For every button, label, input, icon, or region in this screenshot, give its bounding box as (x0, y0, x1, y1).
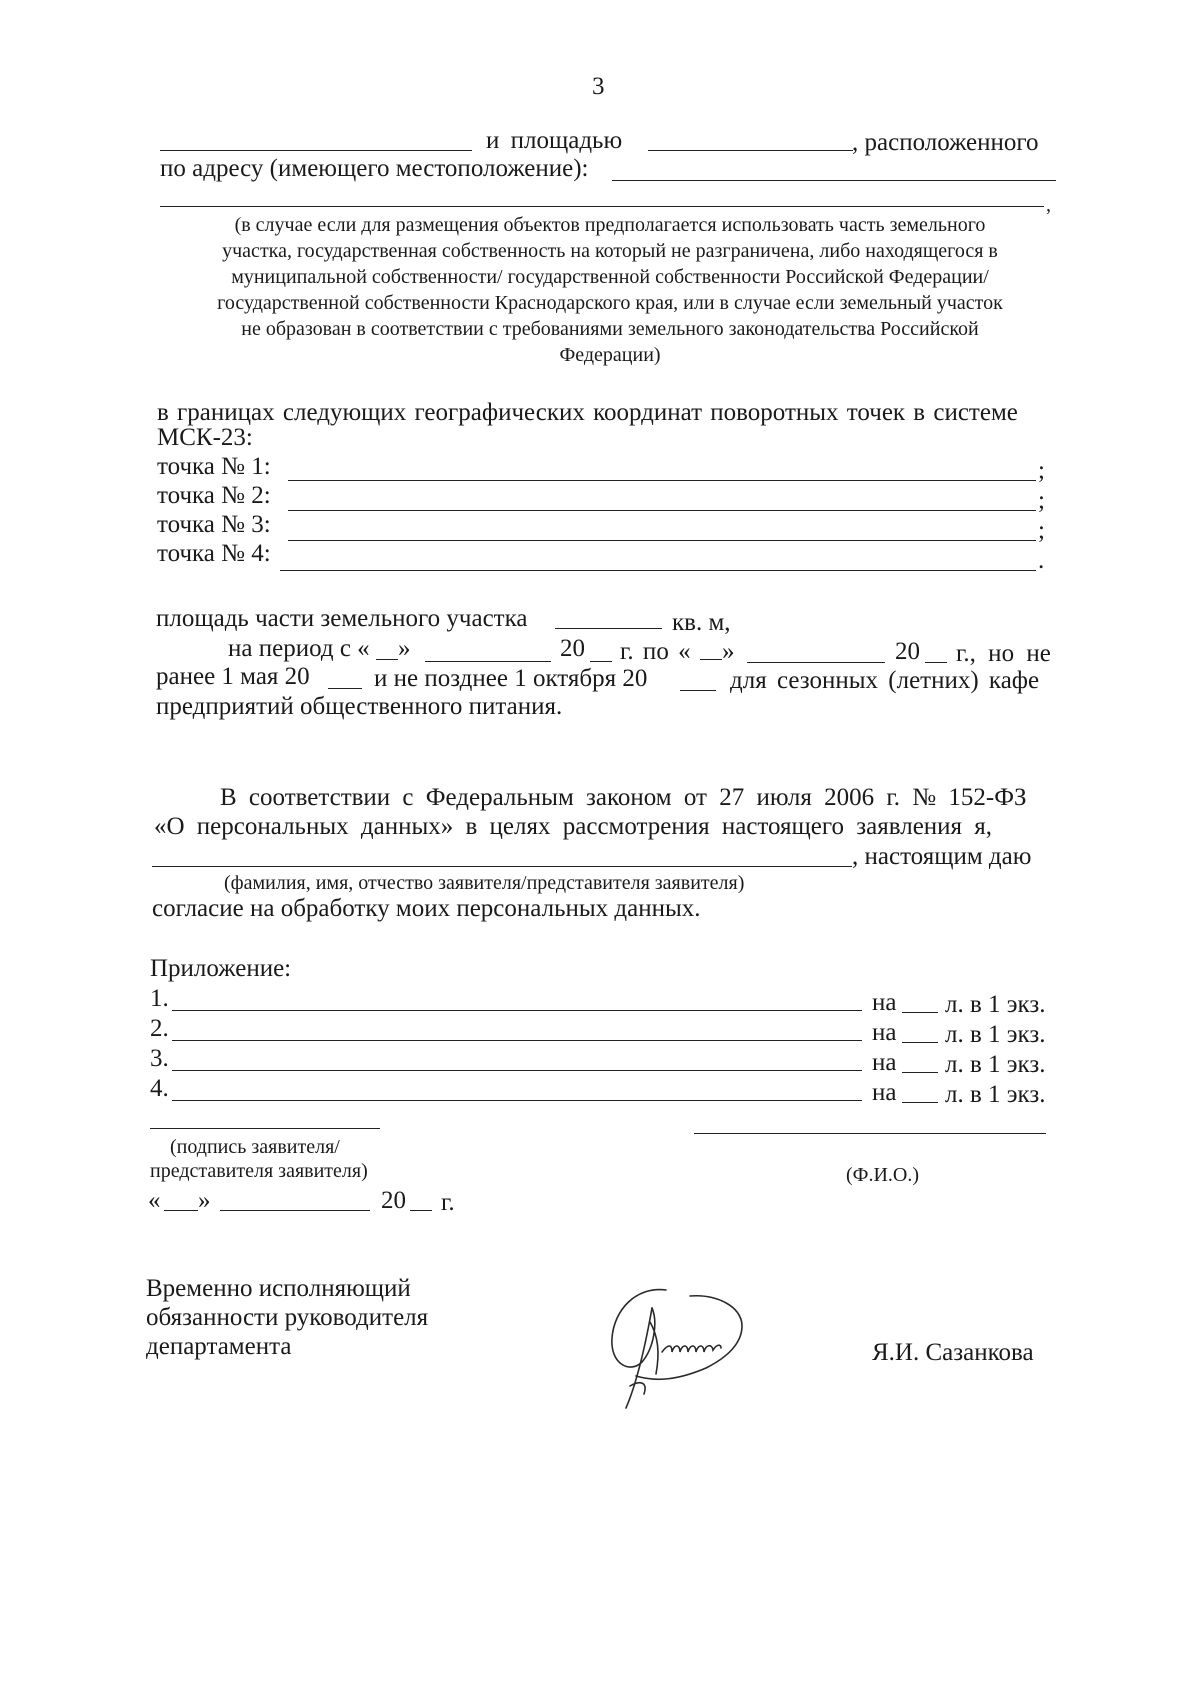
official-title-3: департамента (146, 1333, 292, 1360)
fio-blank (694, 1133, 1046, 1134)
day-blank (376, 659, 398, 660)
note-line: Федерации) (559, 344, 661, 366)
consent-text-2: «О персональных данных» в целях рассмотрения настоящего заявления я, (154, 813, 993, 840)
attachment-tail: л. в 1 экз. (945, 1081, 1046, 1108)
quote-close: » (722, 638, 735, 665)
point-label: точка № 1: (157, 453, 271, 480)
note-line: не образован в соответствии с требованиями земельного законодательства Российской (241, 318, 979, 340)
coords-text: в границах следующих географических координат поворотных точек в системе (157, 399, 1018, 426)
pages-blank (902, 1042, 938, 1043)
period-from: на период с « (228, 635, 370, 662)
signature-caption-2: представителя заявителя) (150, 1160, 368, 1182)
point-label: точка № 2: (157, 482, 271, 509)
year-blank (925, 662, 947, 663)
pages-blank (902, 1012, 938, 1013)
point-blank (288, 510, 1036, 511)
date-month-blank (220, 1210, 370, 1211)
date-year-prefix: 20 (381, 1187, 406, 1214)
year-blank (590, 661, 612, 662)
period-line3: предприятий общественного питания. (156, 693, 563, 720)
area-label: и площадью (486, 127, 623, 154)
note-line: муниципальной собственности/ государственной собственности Российской Федерации/ (231, 266, 989, 288)
location-label: , расположенного (852, 129, 1039, 156)
point-blank (280, 570, 1036, 571)
date-quote-close: » (198, 1187, 211, 1214)
period-line2-b: и не позднее 1 октября 20 (374, 665, 648, 692)
period-line2-a: ранее 1 мая 20 (156, 663, 310, 690)
attachments-title: Приложение: (150, 955, 292, 982)
attachment-na: на (872, 1079, 897, 1106)
part-area-blank (555, 628, 662, 629)
year-blank (680, 690, 716, 691)
attachment-na: на (872, 1049, 897, 1076)
date-year-blank (410, 1210, 432, 1211)
blank-line (160, 150, 472, 151)
year-prefix: 20 (560, 635, 585, 662)
consent-caption: (фамилия, имя, отчество заявителя/представителя заявителя) (224, 872, 745, 894)
comma: , (1046, 194, 1051, 216)
point-label: точка № 3: (157, 511, 271, 538)
attachment-tail: л. в 1 экз. (945, 991, 1046, 1018)
point-blank (288, 540, 1036, 541)
attachment-tail: л. в 1 экз. (945, 1021, 1046, 1048)
attachment-blank (172, 1070, 862, 1071)
month-blank (425, 661, 551, 662)
period-line2-c: для сезонных (летних) кафе (730, 667, 1040, 694)
period-to: г. по « (620, 638, 691, 665)
attachment-tail: л. в 1 экз. (945, 1051, 1046, 1078)
attachment-blank (172, 1040, 862, 1041)
note-line: участка, государственная собственность на который не разграничена, либо находящегося в (222, 240, 998, 262)
note (150, 212, 1070, 368)
attachment-na: на (872, 989, 897, 1016)
note-line: государственной собственности Краснодарского края, или в случае если земельный участок (217, 292, 1003, 314)
coords-text-2: МСК-23: (157, 424, 253, 451)
signature-blank (150, 1128, 380, 1129)
attachment-num: 2. (150, 1015, 169, 1042)
point-blank (288, 480, 1036, 481)
fio-caption: (Ф.И.О.) (846, 1164, 920, 1186)
address-label: по адресу (имеющего местоположение): (160, 155, 589, 182)
signature-image (596, 1282, 756, 1422)
official-title-2: обязанности руководителя (146, 1304, 429, 1331)
month-blank (747, 662, 885, 663)
address-blank (612, 180, 1056, 181)
year-prefix: 20 (895, 638, 920, 665)
attachment-num: 1. (150, 985, 169, 1012)
attachment-num: 4. (150, 1075, 169, 1102)
area-blank (648, 150, 853, 151)
signature-caption: (подпись заявителя/ (170, 1136, 340, 1158)
note-line: (в случае если для размещения объектов предполагается использовать часть земельного (234, 214, 986, 236)
consent-text-3: , настоящим даю (852, 843, 1032, 870)
period-tail: г., но не (956, 640, 1051, 667)
official-title: Временно исполняющий (146, 1275, 411, 1302)
day-blank (700, 659, 722, 660)
point-end: . (1038, 547, 1045, 574)
page-number: 3 (592, 73, 605, 100)
date-year-suffix: г. (441, 1189, 455, 1216)
quote-close: » (398, 635, 411, 662)
part-area-unit: кв. м, (672, 609, 731, 636)
point-label: точка № 4: (157, 540, 271, 567)
pages-blank (902, 1072, 938, 1073)
attachment-num: 3. (150, 1045, 169, 1072)
attachment-na: на (872, 1019, 897, 1046)
official-name: Я.И. Сазанкова (872, 1339, 1034, 1366)
pages-blank (902, 1102, 938, 1103)
name-blank (152, 866, 852, 867)
point-end: ; (1038, 487, 1045, 514)
part-area-label: площадь части земельного участка (156, 605, 528, 632)
point-end: ; (1038, 457, 1045, 484)
attachment-blank (172, 1010, 862, 1011)
consent-text-4: согласие на обработку моих персональных данных. (152, 895, 701, 922)
year-blank (328, 688, 362, 689)
attachment-blank (172, 1100, 862, 1101)
point-end: ; (1038, 517, 1045, 544)
consent-text: В соответствии с Федеральным законом от 27 июля 2006 г. № 152-ФЗ (220, 784, 1027, 811)
date-day-blank (164, 1210, 198, 1211)
date-quote-open: « (148, 1187, 161, 1214)
address-blank-2 (160, 206, 1044, 207)
